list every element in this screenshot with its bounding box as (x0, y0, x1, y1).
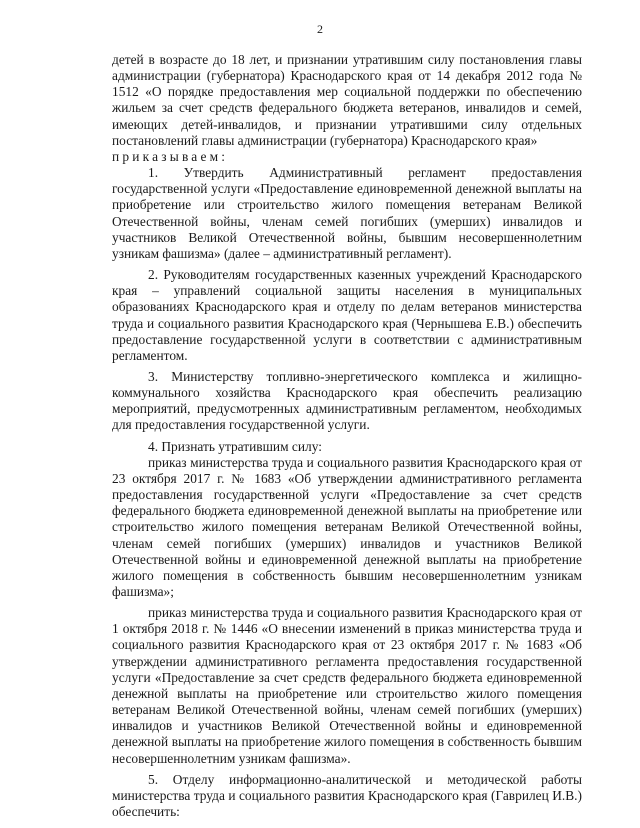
order-heading: приказываем: (112, 148, 229, 164)
paragraph-preamble: детей в возрасте до 18 лет, и признании утратившим силу постановления главы администрации (губернатора) Краснодарского края от 14 декабря 2012 года № 1512 «О порядке предоставления мер социальной поддержки по обеспечению жильем за счет средств федерального бюджета ветеранов, инвалидов и семей, имеющих детей-инвалидов, и признании утратившими силу отдельных постановлений главы администрации (губернатора) Краснодарского края» (112, 52, 582, 148)
paragraph-revoked-order-1: приказ министерства труда и социального развития Краснодарского края от 23 октября 2017 г. № 1683 «Об утверждении административного регламента предоставления государственной услуги «Предоставление за счет средств федерального бюджета единовременной денежной выплаты на приобретение или строительство жилого помещения ветеранам Великой Отечественной войны, членам семей погибших (умерших) инвалидов и участников Великой Отечественной войны и единовременной денежной выплаты на приобретение жилого помещения в собственность бывшим несовершеннолетним узникам фашизма»; (112, 454, 582, 599)
paragraph-item-5: 5. Отделу информационно-аналитической и методической работы министерства труда и социального развития Краснодарского края (Гаврилец И.В.) обеспечить: (112, 771, 582, 820)
paragraph-item-3: 3. Министерству топливно-энергетического комплекса и жилищно-коммунального хозяйства Краснодарского края обеспечить реализацию мероприятий, предусмотренных административным регламентом, необходимых для предоставления государственной услуги. (112, 368, 582, 433)
paragraph-item-1: 1. Утвердить Административный регламент предоставления государственной услуги «Предоставление единовременной денежной выплаты на приобретение или строительство жилого помещения ветеранам Великой Отечественной войны, членам семей погибших (умерших) инвалидов и участников Великой Отечественной войны, бывшим несовершеннолетним узникам фашизма» (далее – административный регламент). (112, 165, 582, 261)
paragraph-item-4: 4. Признать утратившим силу: (148, 438, 322, 454)
paragraph-revoked-order-2: приказ министерства труда и социального развития Краснодарского края от 1 октября 2018 г. № 1446 «О внесении изменений в приказ министерства труда и социального развития Краснодарского края от 23 октября 2017 г. № 1683 «Об утверждении административного регламента предоставления государственной услуги «Предоставление за счет средств федерального бюджета единовременной денежной выплаты на приобретение или строительство жилого помещения ветеранам Великой Отечественной войны, членам семей погибших (умерших) инвалидов и участников Великой Отечественной войны и единовременной денежной выплаты на приобретение жилого помещения в собственность бывшим несовершеннолетним узникам фашизма». (112, 605, 582, 766)
paragraph-item-2: 2. Руководителям государственных казенных учреждений Краснодарского края – управлений социальной защиты населения в муниципальных образованиях Краснодарского края и отделу по делам ветеранов министерства труда и социального развития Краснодарского края (Чернышева Е.В.) обеспечить предоставление государственной услуги в соответствии с административным регламентом. (112, 267, 582, 363)
document-body (112, 52, 582, 820)
page-number: 2 (317, 22, 323, 36)
